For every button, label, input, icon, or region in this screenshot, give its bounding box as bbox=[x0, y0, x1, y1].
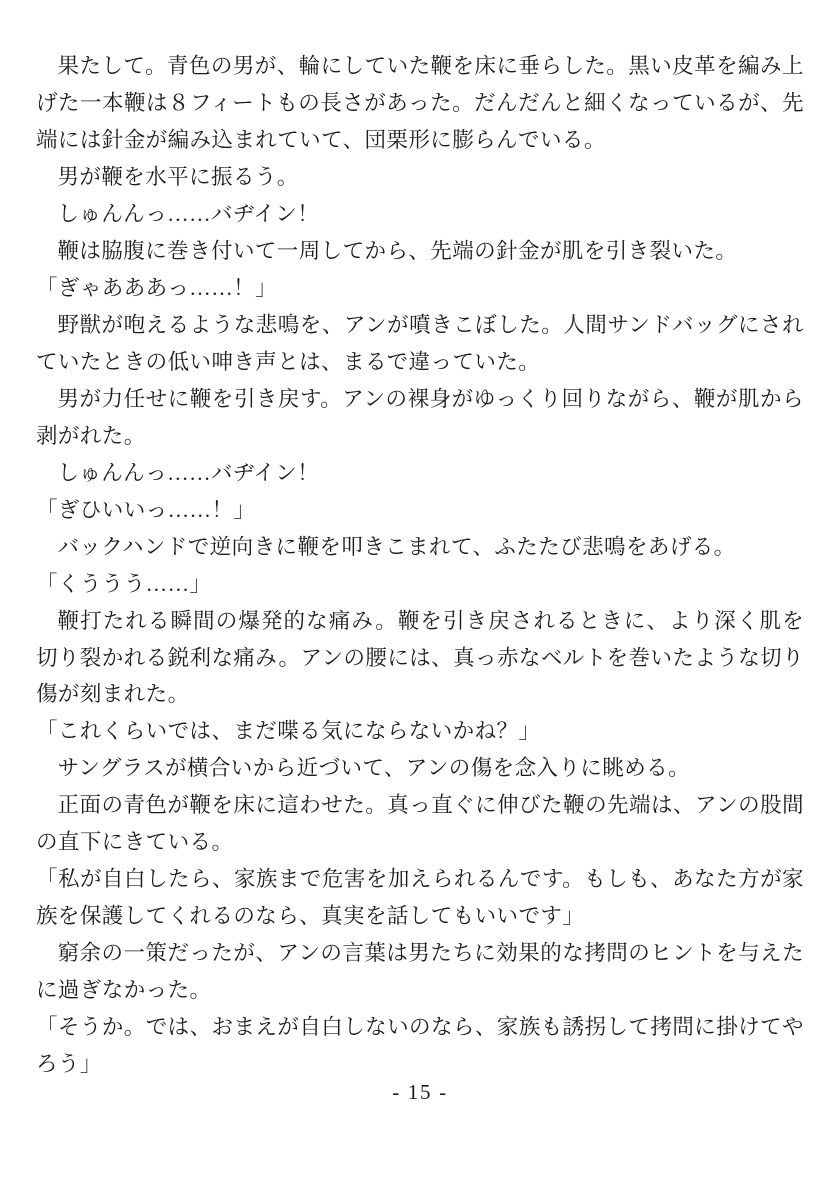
paragraph: しゅんんっ……バヂイン！ bbox=[57, 460, 320, 485]
paragraph: バックハンドで逆向きに鞭を叩きこまれて、ふたたび悲鳴をあげる。 bbox=[57, 534, 736, 559]
paragraph: 果たして。青色の男が、輪にしていた鞭を床に垂らした。黒い皮革を編み上げた一本鞭は８フィートもの長さがあった。だんだんと細くなっているが、先端には針金が編み込まれていて、団栗形に膨らんでいる。 bbox=[36, 54, 804, 152]
paragraph: しゅんんっ……バヂイン！ bbox=[57, 201, 320, 226]
paragraph: 鞭打たれる瞬間の爆発的な痛み。鞭を引き戻されるときに、より深く肌を切り裂かれる鋭利な痛み。アンの腰には、真っ赤なベルトを巻いたような切り傷が刻まれた。 bbox=[36, 608, 804, 707]
paragraph-dialogue: 「ぎゃあああっ……！」 bbox=[36, 275, 278, 300]
paragraph: 鞭は脇腹に巻き付いて一周してから、先端の針金が肌を引き裂いた。 bbox=[57, 238, 738, 263]
paragraph: サングラスが横合いから近づいて、アンの傷を念入りに眺める。 bbox=[57, 756, 691, 781]
paragraph: 男が鞭を水平に振るう。 bbox=[57, 164, 299, 189]
paragraph-dialogue: 「ぎひいいっ……！」 bbox=[36, 497, 256, 522]
paragraph-dialogue: 「これくらいでは、まだ喋る気にならないかね？」 bbox=[36, 719, 541, 744]
paragraph: 正面の青色が鞭を床に這わせた。真っ直ぐに伸びた鞭の先端は、アンの股間の直下にきている。 bbox=[36, 793, 804, 855]
page-text-body bbox=[36, 48, 804, 1083]
paragraph-dialogue: 「そうか。では、おまえが自白しないのなら、家族も誘拐して拷問に掛けてやろう」 bbox=[36, 1015, 804, 1077]
paragraph: 窮余の一策だったが、アンの言葉は男たちに効果的な拷問のヒントを与えたに過ぎなかった。 bbox=[36, 941, 804, 1003]
paragraph: 野獣が咆えるような悲鳴を、アンが噴きこぼした。人間サンドバッグにされていたときの低い呻き声とは、まるで違っていた。 bbox=[36, 312, 804, 374]
paragraph: 男が力任せに鞭を引き戻す。アンの裸身がゆっくり回りながら、鞭が肌から剥がれた。 bbox=[36, 386, 804, 448]
page-number: - 15 - bbox=[392, 1080, 448, 1104]
paragraph-dialogue: 「私が自白したら、家族まで危害を加えられるんです。もしも、あなた方が家族を保護してくれるのなら、真実を話してもいいです」 bbox=[36, 867, 804, 929]
paragraph-dialogue: 「くううう……」 bbox=[36, 571, 212, 596]
